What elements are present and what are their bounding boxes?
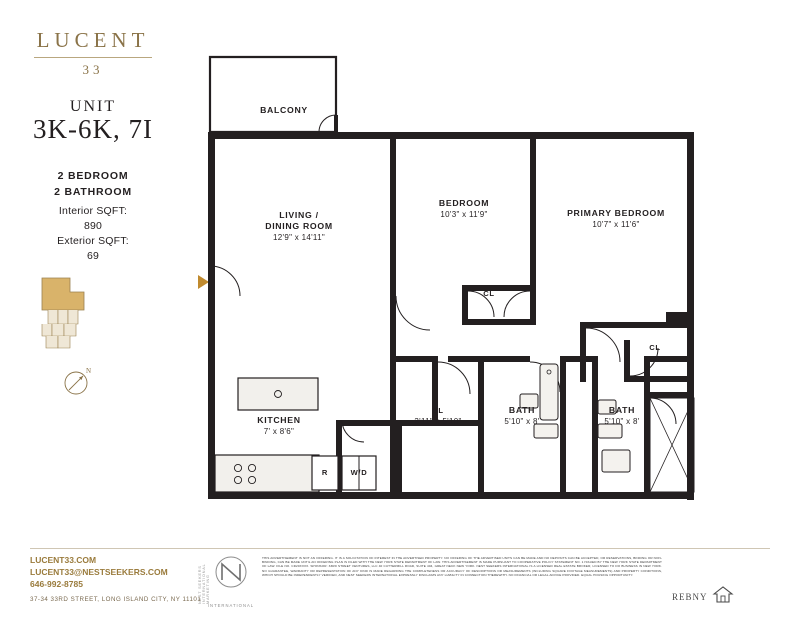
contact-block: [30, 554, 168, 590]
agency-name: INTERNATIONAL: [207, 603, 255, 608]
exterior-sqft-value: 69: [86, 250, 100, 262]
exterior-sqft-label: Exterior SQFT:: [57, 235, 129, 247]
bathroom-count: 2 BATHROOM: [54, 186, 132, 198]
floorplan-drawing: [186, 20, 786, 520]
room-label-closet-hall: CL 3'11" x 5'10": [414, 406, 462, 426]
room-label-kitchen: KITCHEN 7' x 8'6": [257, 415, 301, 436]
interior-sqft-label: Interior SQFT:: [58, 205, 128, 217]
brand-name: LUCENT: [36, 28, 150, 52]
legal-disclaimer: THIS ADVERTISEMENT IS NOT AN OFFERING. IT IS A SOLICITATION OF INTEREST IN THE ADVERTISED PROPERTY. NO OFFERING OF THE ADVERTISED UNITS CAN BE MADE AND NO DEPOSITS CAN BE ACCEPTED, OR RESERVATIONS, BINDING OR NON-BINDING, CAN BE MADE UNTIL AN OFFERING PLAN IS FILED WITH THE NEW YORK STATE DEPARTMENT OF LAW. THIS ADVERTISEMENT IS MADE PURSUANT TO COOPERATIVE POLICY STATEMENT NO. 1 ISSUED BY THE NEW YORK STATE DEPARTMENT OF LAW. FILE NO. CD20XXXX. SPONSOR: 33RD STREET VENTURES, LLC 40 CUTTERMILL ROAD, SUITE 404, GREAT NECK NEW YORK. NEST SEEKERS INTERNATIONAL IS A LICENSED REAL ESTATE BROKER, LICENSED TO DO BUSINESS IN NEW YORK. NO GUARANTEE, WARRANTY OR REPRESENTATION OF ANY KIND IS MADE REGARDING THE COMPLETENESS OR ACCURACY OF DESCRIPTIONS OR MEASUREMENTS (INCLUDING SQUARE FOOTAGE MEASUREMENTS) AND PROPERTY CONDITIONS, WHICH SHOULD BE INDEPENDENTLY VERIFIED, AND NEST SEEKERS INTERNATIONAL EXPRESSLY DISCLAIMS ANY LIABILITY IN CONNECTION THEREWITH. NO FINANCIAL OR LEGAL ADVICE PROVIDED. EQUAL HOUSING OPPORTUNITY.: [262, 556, 662, 577]
appliance-label-refrigerator: R: [321, 468, 329, 477]
interior-sqft-value: 890: [83, 220, 103, 232]
phone-number[interactable]: 646-992-8785: [30, 579, 83, 589]
svg-text:N: N: [86, 367, 92, 375]
room-label-bath-2: BATH 5'10" x 8': [604, 405, 640, 426]
room-label-primary-bedroom: PRIMARY BEDROOM 10'7" x 11'6": [567, 208, 665, 229]
brand-number: 33: [82, 62, 104, 77]
room-label-bath-1: BATH 5'10" x 8': [504, 405, 540, 426]
room-label-balcony: BALCONY: [260, 105, 308, 115]
brand-divider: [34, 57, 152, 58]
unit-bed-bath: [18, 168, 168, 200]
appliance-label-washer-dryer: W/D: [350, 468, 368, 477]
room-label-closet-bedroom: CL: [483, 289, 495, 298]
floorplan-svg: [186, 20, 786, 520]
compass-icon: [60, 364, 94, 398]
brand-logo: [28, 30, 158, 76]
unit-code: 3K-6K, 7I: [33, 114, 153, 144]
unit-sqft: [18, 204, 168, 264]
equal-housing-icon: [712, 584, 734, 606]
room-label-living-dining: LIVING / DINING ROOM 12'9" x 14'11": [265, 210, 333, 242]
page-footer: [0, 540, 800, 618]
rebny-logo: REBNY: [672, 592, 708, 602]
email-link[interactable]: LUCENT33@NESTSEEKERS.COM: [30, 567, 168, 577]
key-plan-diagram: [40, 276, 110, 356]
website-link[interactable]: LUCENT33.COM: [30, 555, 97, 565]
bedroom-count: 2 BEDROOM: [57, 170, 129, 182]
room-label-bedroom: BEDROOM 10'3" x 11'9": [438, 198, 490, 219]
footer-divider: [30, 548, 770, 549]
agency-vertical-text: NEST SEEKERS INTERNATIONAL MARKETING: [198, 563, 210, 604]
unit-label: UNIT: [69, 98, 117, 115]
info-column: [0, 0, 186, 540]
street-address: 37-34 33RD STREET, LONG ISLAND CITY, NY 11101: [30, 596, 202, 603]
room-label-closet-primary: CL: [649, 343, 661, 352]
